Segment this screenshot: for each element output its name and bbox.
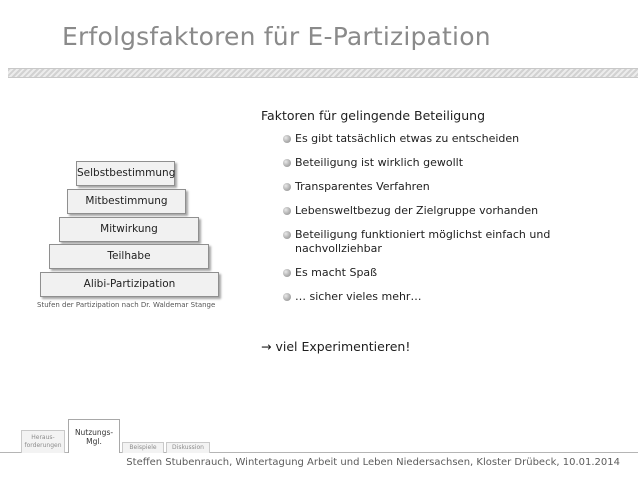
list-item-text: Es macht Spaß [295,266,378,279]
bullet-icon [283,183,291,191]
list-item-text: … sicher vieles mehr… [295,290,422,303]
pyramid-caption: Stufen der Partizipation nach Dr. Waldemar Stange [37,301,216,309]
conclusion-text: → viel Experimentieren! [261,339,411,354]
pyramid-step-teilhabe: Teilhabe [49,244,209,269]
list-item [283,132,583,146]
list-item [283,204,583,218]
title-divider [8,68,638,78]
list-item [283,180,583,194]
list-item [283,156,583,170]
bullet-icon [283,231,291,239]
bullet-icon [283,269,291,277]
tab-beispiele[interactable]: Beispiele [122,442,164,453]
list-item [283,266,583,280]
bullet-icon [283,135,291,143]
bullet-icon [283,159,291,167]
footer-credit: Steffen Stubenrauch, Wintertagung Arbeit und Leben Niedersachsen, Kloster Drübeck, 10.01.2014 [126,457,620,468]
list-item [283,290,583,304]
list-item-text: Transparentes Verfahren [295,180,430,193]
pyramid-step-mitwirkung: Mitwirkung [59,217,199,242]
list-item-text: Beteiligung ist wirklich gewollt [295,156,464,169]
bullet-icon [283,293,291,301]
list-item [283,228,583,256]
pyramid-step-alibi-partizipation: Alibi-Partizipation [40,272,219,297]
list-item-text: Lebensweltbezug der Zielgruppe vorhanden [295,204,539,217]
pyramid-step-mitbestimmung: Mitbestimmung [67,189,186,214]
list-item-text: Beteiligung funktioniert möglichst einfach und nachvollziehbar [295,228,551,255]
bullet-icon [283,207,291,215]
pyramid-step-selbstbestimmung: Selbstbestimmung [76,161,175,186]
factors-heading: Faktoren für gelingende Beteiligung [261,108,486,123]
factors-list [283,132,583,314]
list-item-text: Es gibt tatsächlich etwas zu entscheiden [295,132,520,145]
tab-diskussion[interactable]: Diskussion [166,442,210,453]
slide-title: Erfolgsfaktoren für E-Partizipation [62,22,491,51]
tab-nutzungs-mgl[interactable]: Nutzungs-Mgl. [68,419,120,453]
tab-herausforderungen[interactable]: Heraus-forderungen [21,430,65,453]
